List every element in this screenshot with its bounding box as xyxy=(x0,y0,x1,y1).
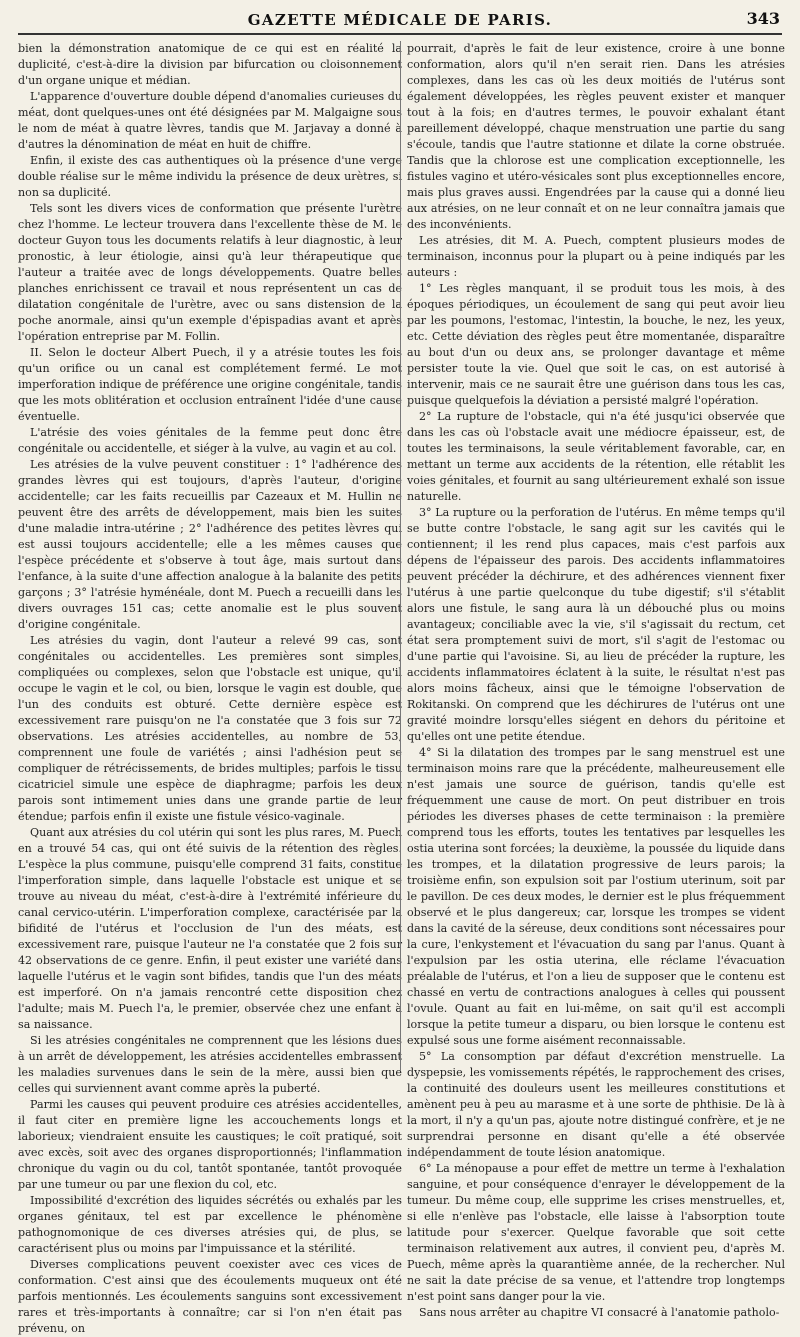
paragraph: L'apparence d'ouverture double dépend d'anomalies curieuses du méat, dont quelques-unes ont été désignées par M. Malgaigne sous le nom de méat à quatre lèvres, tandis que M. Jarjavay a donné à d'autres la dénomination de méat en huit de chiffre. xyxy=(18,90,402,151)
paragraph: II. Selon le docteur Albert Puech, il y a atrésie toutes les fois qu'un orifice ou un canal est complétement fermé. Le mot imperforation indique de préférence une origine congénitale, tandis que les mots oblitération et occlusion entraînent l'idée d'une cause éventuelle. xyxy=(18,346,402,423)
paragraph: Diverses complications peuvent coexister avec ces vices de conformation. C'est ainsi que des écoulements muqueux ont été parfois mentionnés. Les écoulements sanguins sont excessivement rares et très-importants à connaître; car si l'on n'en était pas prévenu, on xyxy=(18,1258,402,1335)
paragraph: 2° La rupture de l'obstacle, qui n'a été jusqu'ici observée que dans les cas où l'obstacle avait une médiocre épaisseur, est, de toutes les terminaisons, la seule véritablement favorable, car, en mettant un terme aux accidents de la rétention, elle rétablit les voies génitales, et fournit au sang ultérieurement exhalé son issue naturelle. xyxy=(407,410,785,503)
right-column xyxy=(407,41,785,1319)
left-column xyxy=(18,41,402,1335)
page-number: 343 xyxy=(746,9,780,28)
paragraph: Quant aux atrésies du col utérin qui sont les plus rares, M. Puech en a trouvé 54 cas, qui ont été suivis de la rétention des règles. L'espèce la plus commune, puisqu'elle comprend 31 faits, constitue l'imperforation simple, dans laquelle l'obstacle est unique et se trouve au niveau du méat, c'est-à-dire à l'extrémité inférieure du canal cervico-utérin. L'imperforation complexe, caractérisée par la bifidité de l'utérus et l'occlusion de l'un des méats, est excessivement rare, puisque l'auteur ne l'a constatée que 2 fois sur 42 observations de ce genre. Enfin, il peut exister une variété dans laquelle l'utérus et le vagin sont bifides, tandis que l'un des méats est imperforé. On n'a jamais rencontré cette disposition chez l'adulte; mais M. Puech l'a, le premier, observée chez une enfant à sa naissance. xyxy=(18,826,402,1031)
paragraph: L'atrésie des voies génitales de la femme peut donc être congénitale ou accidentelle, et siéger à la vulve, au vagin et au col. xyxy=(18,426,402,455)
paragraph: Sans nous arrêter au chapitre VI consacré à l'anatomie patholo- xyxy=(419,1306,780,1319)
paragraph: Tels sont les divers vices de conformation que présente l'urètre chez l'homme. Le lecteur trouvera dans l'excellente thèse de M. le docteur Guyon tous les documents relatifs à leur diagnostic, à leur pronostic, à leur étiologie, ainsi qu'à leur thérapeutique que l'auteur a traitée avec de longs développements. Quatre belles planches enrichissent ce travail et nous représentent un cas de dilatation congénitale de l'urètre, avec ou sans distension de la poche anormale, ainsi qu'un exemple d'épispadias avant et après l'opération entreprise par M. Follin. xyxy=(18,202,402,343)
header-rule xyxy=(18,33,782,35)
paragraph: 4° Si la dilatation des trompes par le sang menstruel est une terminaison moins rare que la précédente, malheureusement elle n'est jamais une source de guérison, tandis qu'elle est fréquemment une cause de mort. On peut distribuer en trois périodes les diverses phases de cette terminaison : la première comprend tous les efforts, toutes les tentatives par lesquelles les ostia uterina sont forcées; la deuxième, la poussée du liquide dans les trompes, et la dilatation progressive de leurs parois; la troisième enfin, son expulsion soit par l'ostium uterinum, soit par le pavillon. De ces deux modes, le dernier est le plus fréquemment observé et le plus dangereux; car, lorsque les trompes se vident dans la cavité de la séreuse, deux conditions sont nécessaires pour la cure, l'enkystement et l'évacuation du sang par l'anus. Quant à l'expulsion par les ostia uterina, elle réclame l'évacuation préalable de l'utérus, et l'on a lieu de supposer que le contenu est chassé en vertu de contractions analogues à celles qui poussent l'ovule. Quant au fait en lui-même, on sait qu'il est accompli lorsque la petite tumeur a disparu, ou bien lorsque le contenu est expulsé sous une forme aisément reconnaissable. xyxy=(407,746,785,1047)
page-header xyxy=(18,8,782,34)
paragraph: pourrait, d'après le fait de leur existence, croire à une bonne conformation, alors qu'il n'en serait rien. Dans les atrésies complexes, dans les cas où les deux moitiés de l'utérus sont également développées, les règles peuvent exister et manquer tout à la fois; en d'autres termes, le pouvoir exhalant étant pareillement développé, chaque menstruation une partie du sang s'écoule, tandis que l'autre stationne et dilate la corne obstruée. Tandis que la chlorose est une complication exceptionnelle, les fistules vagino et utéro-vésicales sont plus exceptionnelles encore, mais plus graves aussi. Engendrées par la cause qui a donné lieu aux atrésies, on ne leur connaît et on ne leur connaîtra jamais que des inconvénients. xyxy=(407,42,785,231)
paragraph: Si les atrésies congénitales ne comprennent que les lésions dues à un arrêt de développement, les atrésies accidentelles embrassent les maladies survenues dans le sein de la mère, aussi bien que celles qui surviennent avant comme après la puberté. xyxy=(18,1034,402,1095)
paragraph: bien la démonstration anatomique de ce qui est en réalité la duplicité, c'est-à-dire la division par bifurcation ou cloisonnement d'un organe unique et médian. xyxy=(18,42,402,87)
paragraph: Impossibilité d'excrétion des liquides sécrétés ou exhalés par les organes génitaux, tel est par excellence le phénomène pathognomonique de ces diverses atrésies qui, de plus, se caractérisent plus ou moins par l'impuissance et la stérilité. xyxy=(18,1194,402,1255)
paragraph: Enfin, il existe des cas authentiques où la présence d'une verge double réalise sur le même individu la présence de deux urètres, si non sa duplicité. xyxy=(18,154,402,199)
paragraph: 6° La ménopause a pour effet de mettre un terme à l'exhalation sanguine, et pour conséquence d'enrayer le développement de la tumeur. Du même coup, elle supprime les crises menstruelles, et, si elle n'enlève pas l'obstacle, elle laisse à l'absorption toute latitude pour s'exercer. Quelque favorable que soit cette terminaison relativement aux autres, il convient peu, d'après M. Puech, même après la quarantième année, de la rechercher. Nul ne sait la date précise de sa venue, et l'attendre trop longtemps n'est point sans danger pour la vie. xyxy=(407,1162,785,1303)
journal-title: GAZETTE MÉDICALE DE PARIS. xyxy=(247,11,553,29)
paragraph: Les atrésies de la vulve peuvent constituer : 1° l'adhérence des grandes lèvres qui est toujours, d'après l'auteur, d'origine accidentelle; car les faits recueillis par Cazeaux et M. Hullin ne peuvent être des arrêts de développement, mais bien les suites d'une maladie intra-utérine ; 2° l'adhérence des petites lèvres qui est aussi toujours accidentelle; elle a les mêmes causes que l'espèce précédente et s'observe à tout âge, mais surtout dans l'enfance, à la suite d'une affection analogue à la balanite des petits garçons ; 3° l'atrésie hyménéale, dont M. Puech a recueilli dans les divers ouvrages 151 cas; cette anomalie est le plus souvent d'origine congénitale. xyxy=(18,458,402,631)
paragraph: 5° La consomption par défaut d'excrétion menstruelle. La dyspepsie, les vomissements répétés, le rapprochement des crises, la continuité des douleurs usent les meilleures constitutions et amènent peu à peu au marasme et à une sorte de phthisie. De là à la mort, il n'y a qu'un pas, ajoute notre distingué confrère, et je ne surprendrai personne en disant qu'elle a été observée indépendamment de toute lésion anatomique. xyxy=(407,1050,785,1159)
paragraph: 1° Les règles manquant, il se produit tous les mois, à des époques périodiques, un écoulement de sang qui peut avoir lieu par les poumons, l'estomac, l'intestin, la bouche, le nez, les yeux, etc. Cette déviation des règles peut être momentanée, disparaître au bout d'un ou deux ans, se prolonger davantage et même persister toute la vie. Quel que soit le cas, on est autorisé à intervenir, mais ce ne saurait être une guérison dans tous les cas, puisque quelquefois la déviation a persisté malgré l'opération. xyxy=(407,282,785,407)
paragraph: 3° La rupture ou la perforation de l'utérus. En même temps qu'il se butte contre l'obstacle, le sang agit sur les cavités qui le contiennent; il les rend plus capaces, mais c'est parfois aux dépens de l'épaisseur des parois. Des accidents inflammatoires peuvent précéder la déchirure, et des adhérences viennent fixer l'utérus à une partie quelconque du tube digestif; s'il s'établit alors une fistule, le sang aura là un débouché plus ou moins avantageux; conciliable avec la vie, s'il s'agissait du rectum, cet état sera promptement suivi de mort, s'il s'agit de l'estomac ou d'une partie qui l'avoisine. Si, au lieu de précéder la rupture, les accidents inflammatoires éclatent à la suite, le résultat n'est pas alors moins fâcheux, ainsi que le témoigne l'observation de Rokitanski. On comprend que les déchirures de l'utérus ont une gravité moindre lorsqu'elles siégent en dehors du péritoine et qu'elles ont une petite étendue. xyxy=(407,506,785,743)
column-divider xyxy=(400,41,401,1071)
paragraph: Les atrésies du vagin, dont l'auteur a relevé 99 cas, sont congénitales ou accidentelles. Les premières sont simples, compliquées ou complexes, selon que l'obstacle est unique, qu'il occupe le vagin et le col, ou bien, lorsque le vagin est double, que l'un des conduits est obturé. Cette dernière espèce est excessivement rare puisqu'on ne l'a constatée que 3 fois sur 72 observations. Les atrésies accidentelles, au nombre de 53, comprennent une foule de variétés ; ainsi l'adhésion peut se compliquer de rétrécissements, de brides multiples; parfois le tissu cicatriciel simule une espèce de diaphragme; parfois les deux parois sont intimement unies dans une grande partie de leur étendue; parfois enfin il existe une fistule vésico-vaginale. xyxy=(18,634,402,823)
paragraph: Les atrésies, dit M. A. Puech, comptent plusieurs modes de terminaison, inconnus pour la plupart ou à peine indiqués par les auteurs : xyxy=(407,234,785,279)
paragraph: Parmi les causes qui peuvent produire ces atrésies accidentelles, il faut citer en première ligne les accouchements longs et laborieux; viendraient ensuite les caustiques; le coït pratiqué, soit avec excès, soit avec des organes disproportionnés; l'inflammation chronique du vagin ou du col, tantôt spontanée, tantôt provoquée par une tumeur ou par une flexion du col, etc. xyxy=(18,1098,402,1191)
